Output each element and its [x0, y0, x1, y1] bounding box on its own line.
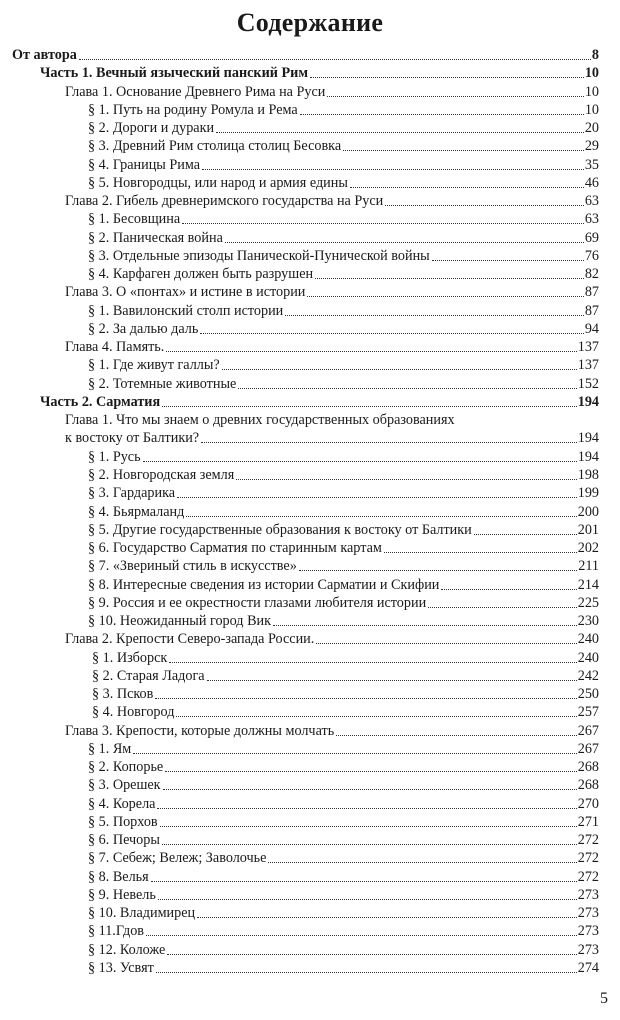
toc-entry: [65, 337, 599, 355]
toc-entry-title: § 3. Орешек: [88, 777, 161, 794]
toc-entry-page: 268: [577, 777, 599, 794]
toc-entry-page: 10: [584, 83, 599, 100]
toc-entry: [65, 629, 599, 647]
toc-entry-title: Часть 1. Вечный языческий панский Рим: [40, 65, 308, 82]
dot-leader: [222, 369, 577, 370]
toc-entry: [88, 903, 599, 921]
toc-entry-page: 268: [577, 759, 599, 776]
dot-leader: [384, 552, 577, 553]
dot-leader: [156, 972, 577, 973]
toc-entry-page: 240: [577, 631, 599, 648]
toc-entry-title: § 1. Ям: [88, 740, 132, 757]
dot-leader: [432, 260, 584, 261]
dot-leader: [169, 662, 576, 663]
dot-leader: [197, 917, 577, 918]
toc-entry-page: 273: [577, 923, 599, 940]
dot-leader: [143, 461, 577, 462]
dot-leader: [157, 808, 576, 809]
toc-entry-title: § 2. Копорье: [88, 759, 164, 776]
toc-entry-title: § 3. Псков: [92, 686, 154, 703]
toc-entry: [88, 520, 599, 538]
toc-entry-page: 271: [577, 813, 599, 830]
toc-entry-title: § 4. Новгород: [92, 704, 175, 721]
dot-leader: [182, 223, 584, 224]
toc-entry: [88, 867, 599, 885]
dot-leader: [273, 625, 577, 626]
toc-entry-title: Глава 3. О «понтах» и истине в истории: [65, 284, 306, 301]
toc-entry: [88, 209, 599, 227]
toc-entry-title: § 1. Где живут галлы?: [88, 357, 220, 374]
toc-entry-title: § 12. Коложе: [88, 941, 166, 958]
toc-entry-page: 240: [577, 649, 599, 666]
toc-entry-title: § 4. Карфаген должен быть разрушен: [88, 266, 314, 283]
toc-entry: [88, 465, 599, 483]
toc-entry-page: 211: [578, 558, 599, 575]
dot-leader: [336, 735, 577, 736]
dot-leader: [350, 187, 584, 188]
toc-entry-page: 242: [577, 667, 599, 684]
dot-leader: [238, 388, 576, 389]
toc-entry-title: § 2. Новгородская земля: [88, 466, 235, 483]
toc-entry-title: § 4. Корела: [88, 795, 156, 812]
toc-entry: [92, 648, 599, 666]
toc-entry: [88, 885, 599, 903]
dot-leader: [327, 96, 583, 97]
toc-entry: [88, 447, 599, 465]
toc-entry: [88, 556, 599, 574]
toc-entry-page: 250: [577, 686, 599, 703]
toc-entry-page: 198: [577, 466, 599, 483]
dot-leader: [300, 114, 584, 115]
toc-entry-page: 272: [577, 832, 599, 849]
toc-entry-title: § 2. Старая Ладога: [92, 667, 205, 684]
toc-entry-title: § 4. Бьярмаланд: [88, 503, 185, 520]
dot-leader: [202, 169, 584, 170]
dot-leader: [316, 643, 576, 644]
dot-leader: [162, 406, 577, 407]
toc-entry-page: 230: [577, 613, 599, 630]
toc-entry-page: 257: [577, 704, 599, 721]
toc-entry: [88, 775, 599, 793]
toc-entry-page: 225: [577, 594, 599, 611]
toc-entry: [88, 355, 599, 373]
toc-entry-page: 10: [584, 101, 599, 118]
toc-entry: [88, 228, 599, 246]
dot-leader: [155, 698, 576, 699]
dot-leader: [307, 296, 583, 297]
toc-entry: [88, 575, 599, 593]
dot-leader: [268, 862, 576, 863]
toc-entry-page: 273: [577, 886, 599, 903]
dot-leader: [207, 680, 577, 681]
toc-entry-title: к востоку от Балтики?: [65, 430, 200, 447]
dot-leader: [146, 935, 577, 936]
dot-leader: [343, 150, 584, 151]
toc-entry: [88, 264, 599, 282]
toc-entry: [92, 702, 599, 720]
toc-entry: [88, 155, 599, 173]
toc-entry: [88, 301, 599, 319]
toc-entry: [88, 757, 599, 775]
toc-entry-title: § 10. Владимирец: [88, 905, 196, 922]
toc-entry: [88, 246, 599, 264]
dot-leader: [474, 534, 577, 535]
dot-leader: [299, 570, 577, 571]
toc-entry: [65, 191, 599, 209]
toc-entry-page: 87: [584, 302, 599, 319]
dot-leader: [162, 844, 577, 845]
toc-entry: [88, 118, 599, 136]
toc-entry: [65, 428, 599, 446]
toc-entry-title: § 1. Бесовщина: [88, 211, 181, 228]
toc-entry-page: 46: [584, 174, 599, 191]
toc-entry-title: § 2. Дороги и дураки: [88, 120, 215, 137]
toc-entry-page: 20: [584, 120, 599, 137]
dot-leader: [167, 954, 576, 955]
toc-entry: [88, 921, 599, 939]
dot-leader: [441, 589, 576, 590]
toc-entry-title: § 1. Изборск: [92, 649, 168, 666]
toc-entry: [88, 319, 599, 337]
toc-entry-page: 29: [584, 138, 599, 155]
toc-entry-page: 200: [577, 503, 599, 520]
toc-entry: [88, 794, 599, 812]
toc-entry: [88, 538, 599, 556]
toc-entry-page: 273: [577, 905, 599, 922]
dot-leader: [165, 771, 576, 772]
toc-entry-page: 194: [577, 430, 599, 447]
toc-entry-title: § 11.Гдов: [88, 923, 144, 940]
toc-entry-title: Глава 3. Крепости, которые должны молчать: [65, 722, 335, 739]
toc-entry: [88, 374, 599, 392]
dot-leader: [225, 242, 584, 243]
toc-entry-title: § 7. «Звериный стиль в искусстве»: [88, 558, 297, 575]
dot-leader: [315, 278, 584, 279]
toc-entry-page: 94: [584, 320, 599, 337]
toc-entry-title: § 10. Неожиданный город Вик: [88, 613, 272, 630]
dot-leader: [385, 205, 584, 206]
toc-entry: [88, 593, 599, 611]
dot-leader: [236, 479, 576, 480]
dot-leader: [133, 753, 576, 754]
dot-leader: [201, 442, 577, 443]
dot-leader: [158, 899, 577, 900]
toc-entry: [88, 812, 599, 830]
dot-leader: [176, 716, 576, 717]
toc-entry-page: 35: [584, 156, 599, 173]
dot-leader: [216, 132, 584, 133]
dot-leader: [160, 826, 577, 827]
toc-entry-title: § 5. Другие государственные образования к востоку от Балтики: [88, 521, 472, 538]
page-title: Содержание: [236, 8, 384, 37]
toc-entry-page: 63: [584, 193, 599, 210]
toc-entry: [88, 940, 599, 958]
toc-entry: [92, 684, 599, 702]
toc-entry-title: § 1. Русь: [88, 448, 141, 465]
toc-entry-title: § 1. Вавилонский столп истории: [88, 302, 284, 319]
toc-entry: [88, 173, 599, 191]
toc-entry-page: 267: [577, 740, 599, 757]
toc-entry-page: 202: [577, 540, 599, 557]
toc-entry-page: 267: [577, 722, 599, 739]
toc-entry: [40, 63, 599, 81]
toc-entry: [88, 483, 599, 501]
toc-entry-page: 87: [584, 284, 599, 301]
toc-entry-page: 137: [577, 357, 599, 374]
toc-entry: [65, 410, 455, 428]
toc-entry: [12, 45, 599, 63]
dot-leader: [428, 607, 577, 608]
toc-entry-title: § 8. Интересные сведения из истории Сарматии и Скифии: [88, 576, 440, 593]
toc-entry-page: 152: [577, 375, 599, 392]
toc-entry-title: § 2. Паническая война: [88, 229, 223, 246]
toc-entry-title: § 8. Велья: [88, 868, 149, 885]
toc-entry-title: § 7. Себеж; Вележ; Заволочье: [88, 850, 267, 867]
dot-leader: [163, 789, 577, 790]
toc-entry-page: 273: [577, 941, 599, 958]
toc-entry-page: 270: [577, 795, 599, 812]
toc-entry-title: § 6. Государство Сарматия по старинным картам: [88, 540, 382, 557]
dot-leader: [79, 59, 591, 60]
toc-entry: [88, 136, 599, 154]
toc-entry-title: § 3. Гардарика: [88, 485, 176, 502]
toc-entry: [88, 848, 599, 866]
dot-leader: [177, 497, 577, 498]
toc-entry-page: 8: [591, 47, 599, 63]
toc-entry-page: 214: [577, 576, 599, 593]
toc-entry-page: 69: [584, 229, 599, 246]
toc-entry-page: 272: [577, 850, 599, 867]
dot-leader: [200, 333, 584, 334]
toc-entry-title: Часть 2. Сарматия: [40, 393, 161, 410]
toc-entry-title: Глава 1. Основание Древнего Рима на Руси: [65, 83, 326, 100]
toc-entry: [88, 611, 599, 629]
toc-entry-title: Глава 2. Крепости Северо-запада России.: [65, 631, 315, 648]
toc-entry-title: § 9. Россия и ее окрестности глазами любителя истории: [88, 594, 427, 611]
toc-entry-title: § 5. Новгородцы, или народ и армия едины: [88, 174, 348, 191]
toc-entry-page: 76: [584, 247, 599, 264]
toc-entry-page: 272: [577, 868, 599, 885]
toc-entry: [40, 392, 599, 410]
dot-leader: [166, 351, 576, 352]
toc-entry: [65, 721, 599, 739]
toc-entry-page: 10: [584, 65, 599, 82]
toc-entry: [88, 100, 599, 118]
toc-entry-title: Глава 2. Гибель древнеримского государства на Руси: [65, 193, 384, 210]
page-number: 5: [600, 990, 608, 1007]
toc-entry-title: § 6. Печоры: [88, 832, 160, 849]
toc-entry: [88, 830, 599, 848]
toc-entry-title: От автора: [12, 47, 77, 63]
toc-entry-title: § 4. Границы Рима: [88, 156, 201, 173]
toc-entry: [65, 282, 599, 300]
dot-leader: [151, 881, 577, 882]
toc-entry-page: 63: [584, 211, 599, 228]
dot-leader: [186, 516, 576, 517]
toc-entry-title: § 5. Порхов: [88, 813, 158, 830]
toc-entry-page: 194: [577, 448, 599, 465]
dot-leader: [310, 77, 584, 78]
toc-entry-page: 201: [577, 521, 599, 538]
toc-entry-title: § 2. Тотемные животные: [88, 375, 237, 392]
toc-entry-title: § 13. Усвят: [88, 960, 154, 976]
toc-entry: [92, 666, 599, 684]
toc-entry-title: § 1. Путь на родину Ромула и Рема: [88, 101, 298, 118]
toc-entry-page: 137: [577, 339, 599, 356]
toc-entry-page: 199: [577, 485, 599, 502]
toc-entry: [88, 958, 599, 976]
toc-entry-page: 274: [577, 960, 599, 976]
toc-entry-page: 194: [577, 393, 599, 410]
toc-entry-title: § 3. Древний Рим столица столиц Бесовка: [88, 138, 342, 155]
toc-entry-page: 82: [584, 266, 599, 283]
toc-entry-title: § 3. Отдельные эпизоды Панической-Пунической войны: [88, 247, 430, 264]
toc-entry: [65, 82, 599, 100]
toc-entry-title: § 9. Невель: [88, 886, 156, 903]
dot-leader: [285, 315, 584, 316]
toc-entry: [88, 502, 599, 520]
toc-entry-title: § 2. За далью даль: [88, 320, 199, 337]
toc-entry-title: Глава 4. Память.: [65, 339, 165, 356]
toc-entry: [88, 739, 599, 757]
toc-entry-title: Глава 1. Что мы знаем о древних государственных образованиях: [65, 412, 455, 429]
